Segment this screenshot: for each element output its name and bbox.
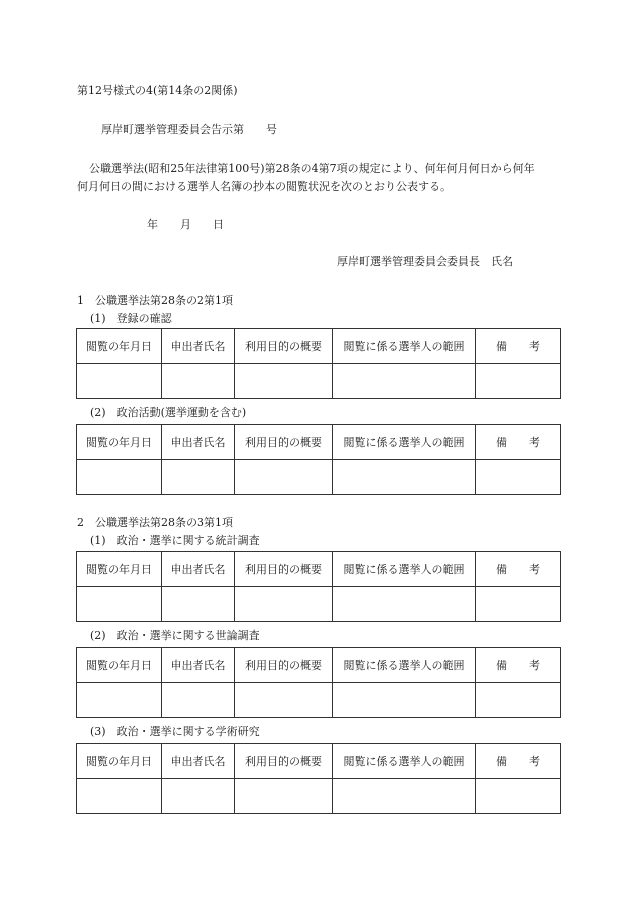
table-cell <box>235 779 333 814</box>
table-cell <box>333 779 476 814</box>
table-header-row <box>77 552 561 587</box>
header-cell-remarks: 備 考 <box>476 329 561 364</box>
header-cell-remarks: 備 考 <box>476 425 561 460</box>
section-2-sub-3: (3) 政治・選挙に関する学術研究 <box>90 725 260 738</box>
header-cell-date: 閲覧の年月日 <box>77 329 162 364</box>
header-cell-applicant: 申出者氏名 <box>162 648 235 683</box>
table-row <box>77 460 561 495</box>
table-cell <box>235 364 333 399</box>
header-cell-purpose: 利用目的の概要 <box>235 425 333 460</box>
header-cell-purpose: 利用目的の概要 <box>235 329 333 364</box>
table-cell <box>333 460 476 495</box>
table-header-row <box>77 744 561 779</box>
table-cell <box>476 587 561 622</box>
table-cell <box>77 683 162 718</box>
header-cell-remarks: 備 考 <box>476 648 561 683</box>
table-row <box>77 587 561 622</box>
table-political-activity <box>76 424 561 495</box>
header-cell-applicant: 申出者氏名 <box>162 329 235 364</box>
table-statistical-survey <box>76 551 561 622</box>
section-1-sub-1: (1) 登録の確認 <box>90 312 172 325</box>
table-cell <box>333 683 476 718</box>
header-cell-date: 閲覧の年月日 <box>77 744 162 779</box>
table-cell <box>333 587 476 622</box>
table-row <box>77 364 561 399</box>
header-cell-purpose: 利用目的の概要 <box>235 744 333 779</box>
table-registration-check <box>76 328 561 399</box>
header-cell-applicant: 申出者氏名 <box>162 552 235 587</box>
header-cell-scope: 閲覧に係る選挙人の範囲 <box>333 552 476 587</box>
section-1-title: 1 公職選挙法第28条の2第1項 <box>77 294 233 307</box>
table-cell <box>333 364 476 399</box>
table-cell <box>235 587 333 622</box>
section-2-sub-1: (1) 政治・選挙に関する統計調査 <box>90 534 260 547</box>
table-cell <box>476 779 561 814</box>
header-cell-scope: 閲覧に係る選挙人の範囲 <box>333 744 476 779</box>
header-cell-remarks: 備 考 <box>476 552 561 587</box>
header-cell-date: 閲覧の年月日 <box>77 648 162 683</box>
table-row <box>77 683 561 718</box>
notice-title: 厚岸町選挙管理委員会告示第 号 <box>101 123 277 136</box>
header-cell-scope: 閲覧に係る選挙人の範囲 <box>333 425 476 460</box>
table-cell <box>235 683 333 718</box>
table-cell <box>476 364 561 399</box>
table-cell <box>77 779 162 814</box>
table-cell <box>162 587 235 622</box>
table-header-row <box>77 425 561 460</box>
table-header-row <box>77 648 561 683</box>
table-cell <box>476 683 561 718</box>
header-cell-remarks: 備 考 <box>476 744 561 779</box>
date-line: 年 月 日 <box>147 218 224 231</box>
form-number: 第12号様式の4(第14条の2関係) <box>77 84 238 97</box>
header-cell-date: 閲覧の年月日 <box>77 552 162 587</box>
table-cell <box>77 587 162 622</box>
table-cell <box>162 683 235 718</box>
table-academic-research <box>76 743 561 814</box>
header-cell-purpose: 利用目的の概要 <box>235 552 333 587</box>
header-cell-applicant: 申出者氏名 <box>162 425 235 460</box>
table-cell <box>162 779 235 814</box>
table-cell <box>235 460 333 495</box>
table-cell <box>476 460 561 495</box>
body-text-line-2: 何月何日の間における選挙人名簿の抄本の閲覧状況を次のとおり公表する。 <box>77 180 451 193</box>
table-cell <box>162 364 235 399</box>
header-cell-purpose: 利用目的の概要 <box>235 648 333 683</box>
signature-line: 厚岸町選挙管理委員会委員長 氏名 <box>337 255 513 268</box>
table-cell <box>77 460 162 495</box>
body-text-line-1: 公職選挙法(昭和25年法律第100号)第28条の4第7項の規定により、何年何月何日から何年 <box>89 162 535 175</box>
table-row <box>77 779 561 814</box>
table-cell <box>77 364 162 399</box>
table-cell <box>162 460 235 495</box>
section-1-sub-2: (2) 政治活動(選挙運動を含む) <box>90 406 247 419</box>
section-2-title: 2 公職選挙法第28条の3第1項 <box>77 516 233 529</box>
section-2-sub-2: (2) 政治・選挙に関する世論調査 <box>90 629 260 642</box>
table-opinion-poll <box>76 647 561 718</box>
header-cell-applicant: 申出者氏名 <box>162 744 235 779</box>
header-cell-date: 閲覧の年月日 <box>77 425 162 460</box>
header-cell-scope: 閲覧に係る選挙人の範囲 <box>333 648 476 683</box>
table-header-row <box>77 329 561 364</box>
header-cell-scope: 閲覧に係る選挙人の範囲 <box>333 329 476 364</box>
